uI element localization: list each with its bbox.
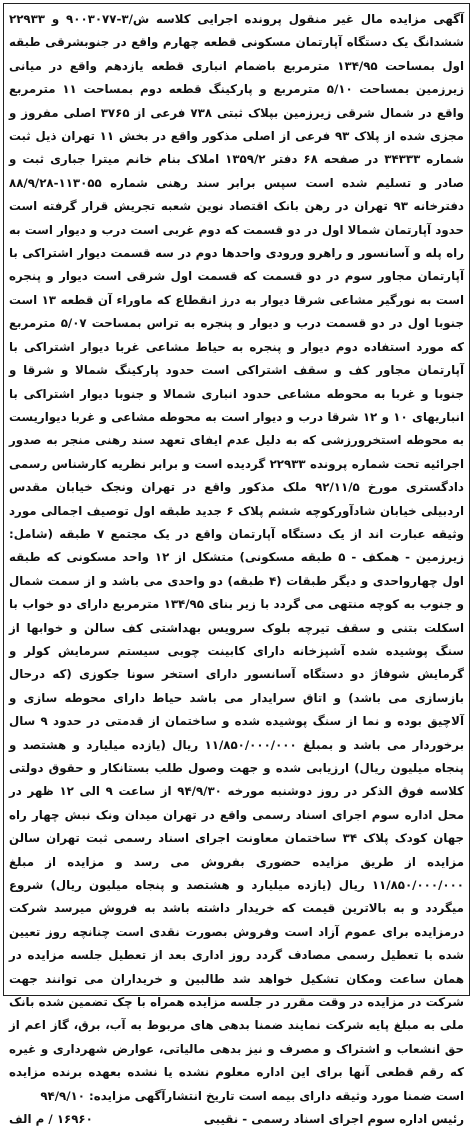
notice-footer [9,1108,464,1130]
auction-notice [3,3,470,1127]
notice-signature: رئیس اداره سوم اجرای اسناد رسمی - نقیبی [203,1112,464,1127]
notice-body-text: آگهی مزایده مال غیر منقول پرونده اجرایی کلاسه ش/۳-۹۰۰۳۰۷۷ و ۲۲۹۳۳ ششدانگ یک دستگاه آپارتمان مسکونی قطعه چهارم واقع در جنوبشرقی طبقه اول بمساحت ۱۳۴/۹۵ مترمربع باضمام انباری قطعه یازدهم واقع در میانی زیرزمین بمساحت ۵/۱۰ مترمربع و پارکینگ قطعه دوم بمساحت ۱۱ مترمربع واقع در شمال شرقی زیرزمین بپلاک ثبتی ۷۳۸ فرعی از ۳۷۶۵ اصلی مفروز و مجزی شده از پلاک ۹۳ فرعی از اصلی مذکور واقع در بخش ۱۱ تهران ذیل ثبت شماره ۳۴۳۳۳ در صفحه ۶۸ دفتر ۱۳۵۹/۲ املاک بنام خانم میترا جباری ثبت و صادر و تسلیم شده است سپس برابر سند رهنی شماره ۱۱۳۰۵۵-۸۸/۹/۲۸ دفترخانه ۹۳ تهران در رهن بانک اقتصاد نوین شعبه تجریش قرار گرفته است حدود آپارتمان شمالا اول در دو قسمت که دوم غربی است درب و دیوار است به راه پله و آسانسور و راهرو ورودی واحدها دوم در سه قسمت دیوار اشتراکی با آپارتمان مجاور سوم در دو قسمت که قسمت اول شرقی است دیوار و پنجره است به نورگیر مشاعی شرقا دیوار به درز انقطاع که ماوراء آن قطعه ۱۳ است جنوبا اول در دو قسمت درب و دیوار و پنجره به تراس بمساحت ۵/۰۷ مترمربع که مورد استفاده دوم دیوار و پنجره به حیاط مشاعی غربا دیوار اشتراکی با آپارتمان مجاور کف و سقف اشتراکی است حدود پارکینگ شمالا و شرقا و جنوبا و غربا به محوطه مشاعی حدود انباری شمالا و جنوبا دیوار اشتراکی با انباریهای ۱۰ و ۱۲ شرقا درب و دیوار است به محوطه مشاعی و غربا دیواریست به محوطه استخرورزشی که به دلیل عدم ایفای تعهد سند رهنی منجر به صدور اجرائیه تحت شماره پرونده ۲۲۹۳۳ گردیده است و برابر نظریه کارشناس رسمی دادگستری مورخ ۹۲/۱۱/۵ ملک مذکور واقع در تهران ونجک خیابان مقدس اردبیلی خیابان شادآورکوچه ششم پلاک ۶ جدید طبقه اول توصیف اجمالی مورد وثیقه عبارت اند از یک دستگاه آپارتمان واقع در یک مجتمع ۷ طبقه (شامل: زیرزمین - همکف - ۵ طبقه مسکونی) متشکل از ۱۲ واحد مسکونی که طبقه اول چهارواحدی و دیگر طبقات (۴ طبقه) دو واحدی می باشد و از سمت شمال و جنوب به کوچه منتهی می گردد با زیر بنای ۱۳۴/۹۵ مترمربع دارای دو خواب با اسکلت بتنی و سقف تیرچه بلوک سرویس بهداشتی کف سالن و خوابها از سنگ پوشیده شده آشپزخانه دارای کابینت چوبی سیستم سرمایش کولر و گرمایش شوفاژ دو دستگاه آسانسور دارای استخر سونا جکوزی (که درحال بازسازی می باشد) و اتاق سرایدار می باشد حیاط دارای محوطه سازی و آلاچیق بوده و نما از سنگ پوشیده شده و ساختمان از قدمتی در حدود ۹ سال برخوردار می باشد و بمبلغ ۱۱/۸۵۰/۰۰۰/۰۰۰ ریال (یازده میلیارد و هشتصد و پنجاه میلیون ریال) ارزیابی شده و جهت وصول طلب بستانکار و حقوق دولتی کلاسه فوق الذکر در روز دوشنبه مورخه ۹۴/۹/۳۰ از ساعت ۹ الی ۱۲ ظهر در محل اداره سوم اجرای اسناد رسمی واقع در تهران میدان ونک نبش چهار راه جهان کودک پلاک ۳۴ ساختمان معاونت اجرای اسناد رسمی ثبت تهران سالن مزایده از طریق مزایده حضوری بفروش می رسد و مزایده از مبلغ ۱۱/۸۵۰/۰۰۰/۰۰۰ ریال (یازده میلیارد و هشتصد و پنجاه میلیون ریال) شروع میگردد و به بالاترین قیمت که خریدار داشته باشد به فروش میرسد شرکت درمزایده برای عموم آزاد است وفروش بصورت نقدی است چنانچه روز تعیین شده با تعطیل رسمی مصادف گردد روز اداری بعد از تعطیل جلسه مزایده در همان ساعت ومکان تشکیل خواهد شد طالبین و خریداران می توانند جهت شرکت در مزایده در وقت مقرر در جلسه مزایده همراه با چک تضمین شده بانک ملی به مبلغ پایه شرکت نمایند ضمنا بدهی های مربوط به آب، برق، گاز اعم از حق انشعاب و اشتراک و مصرف و نیز بدهی مالیاتی، عوارض شهرداری و غیره که رقم قطعی آنها برای این اداره معلوم نشده یا نشده بعهده برنده مزایده است ضمنا مورد وثیقه دارای بیمه است تاریخ انتشارآگهی مزایده: ۹۴/۹/۱۰ [9,12,465,1103]
notice-code: ۱۶۹۶۰ / م الف [9,1112,93,1127]
